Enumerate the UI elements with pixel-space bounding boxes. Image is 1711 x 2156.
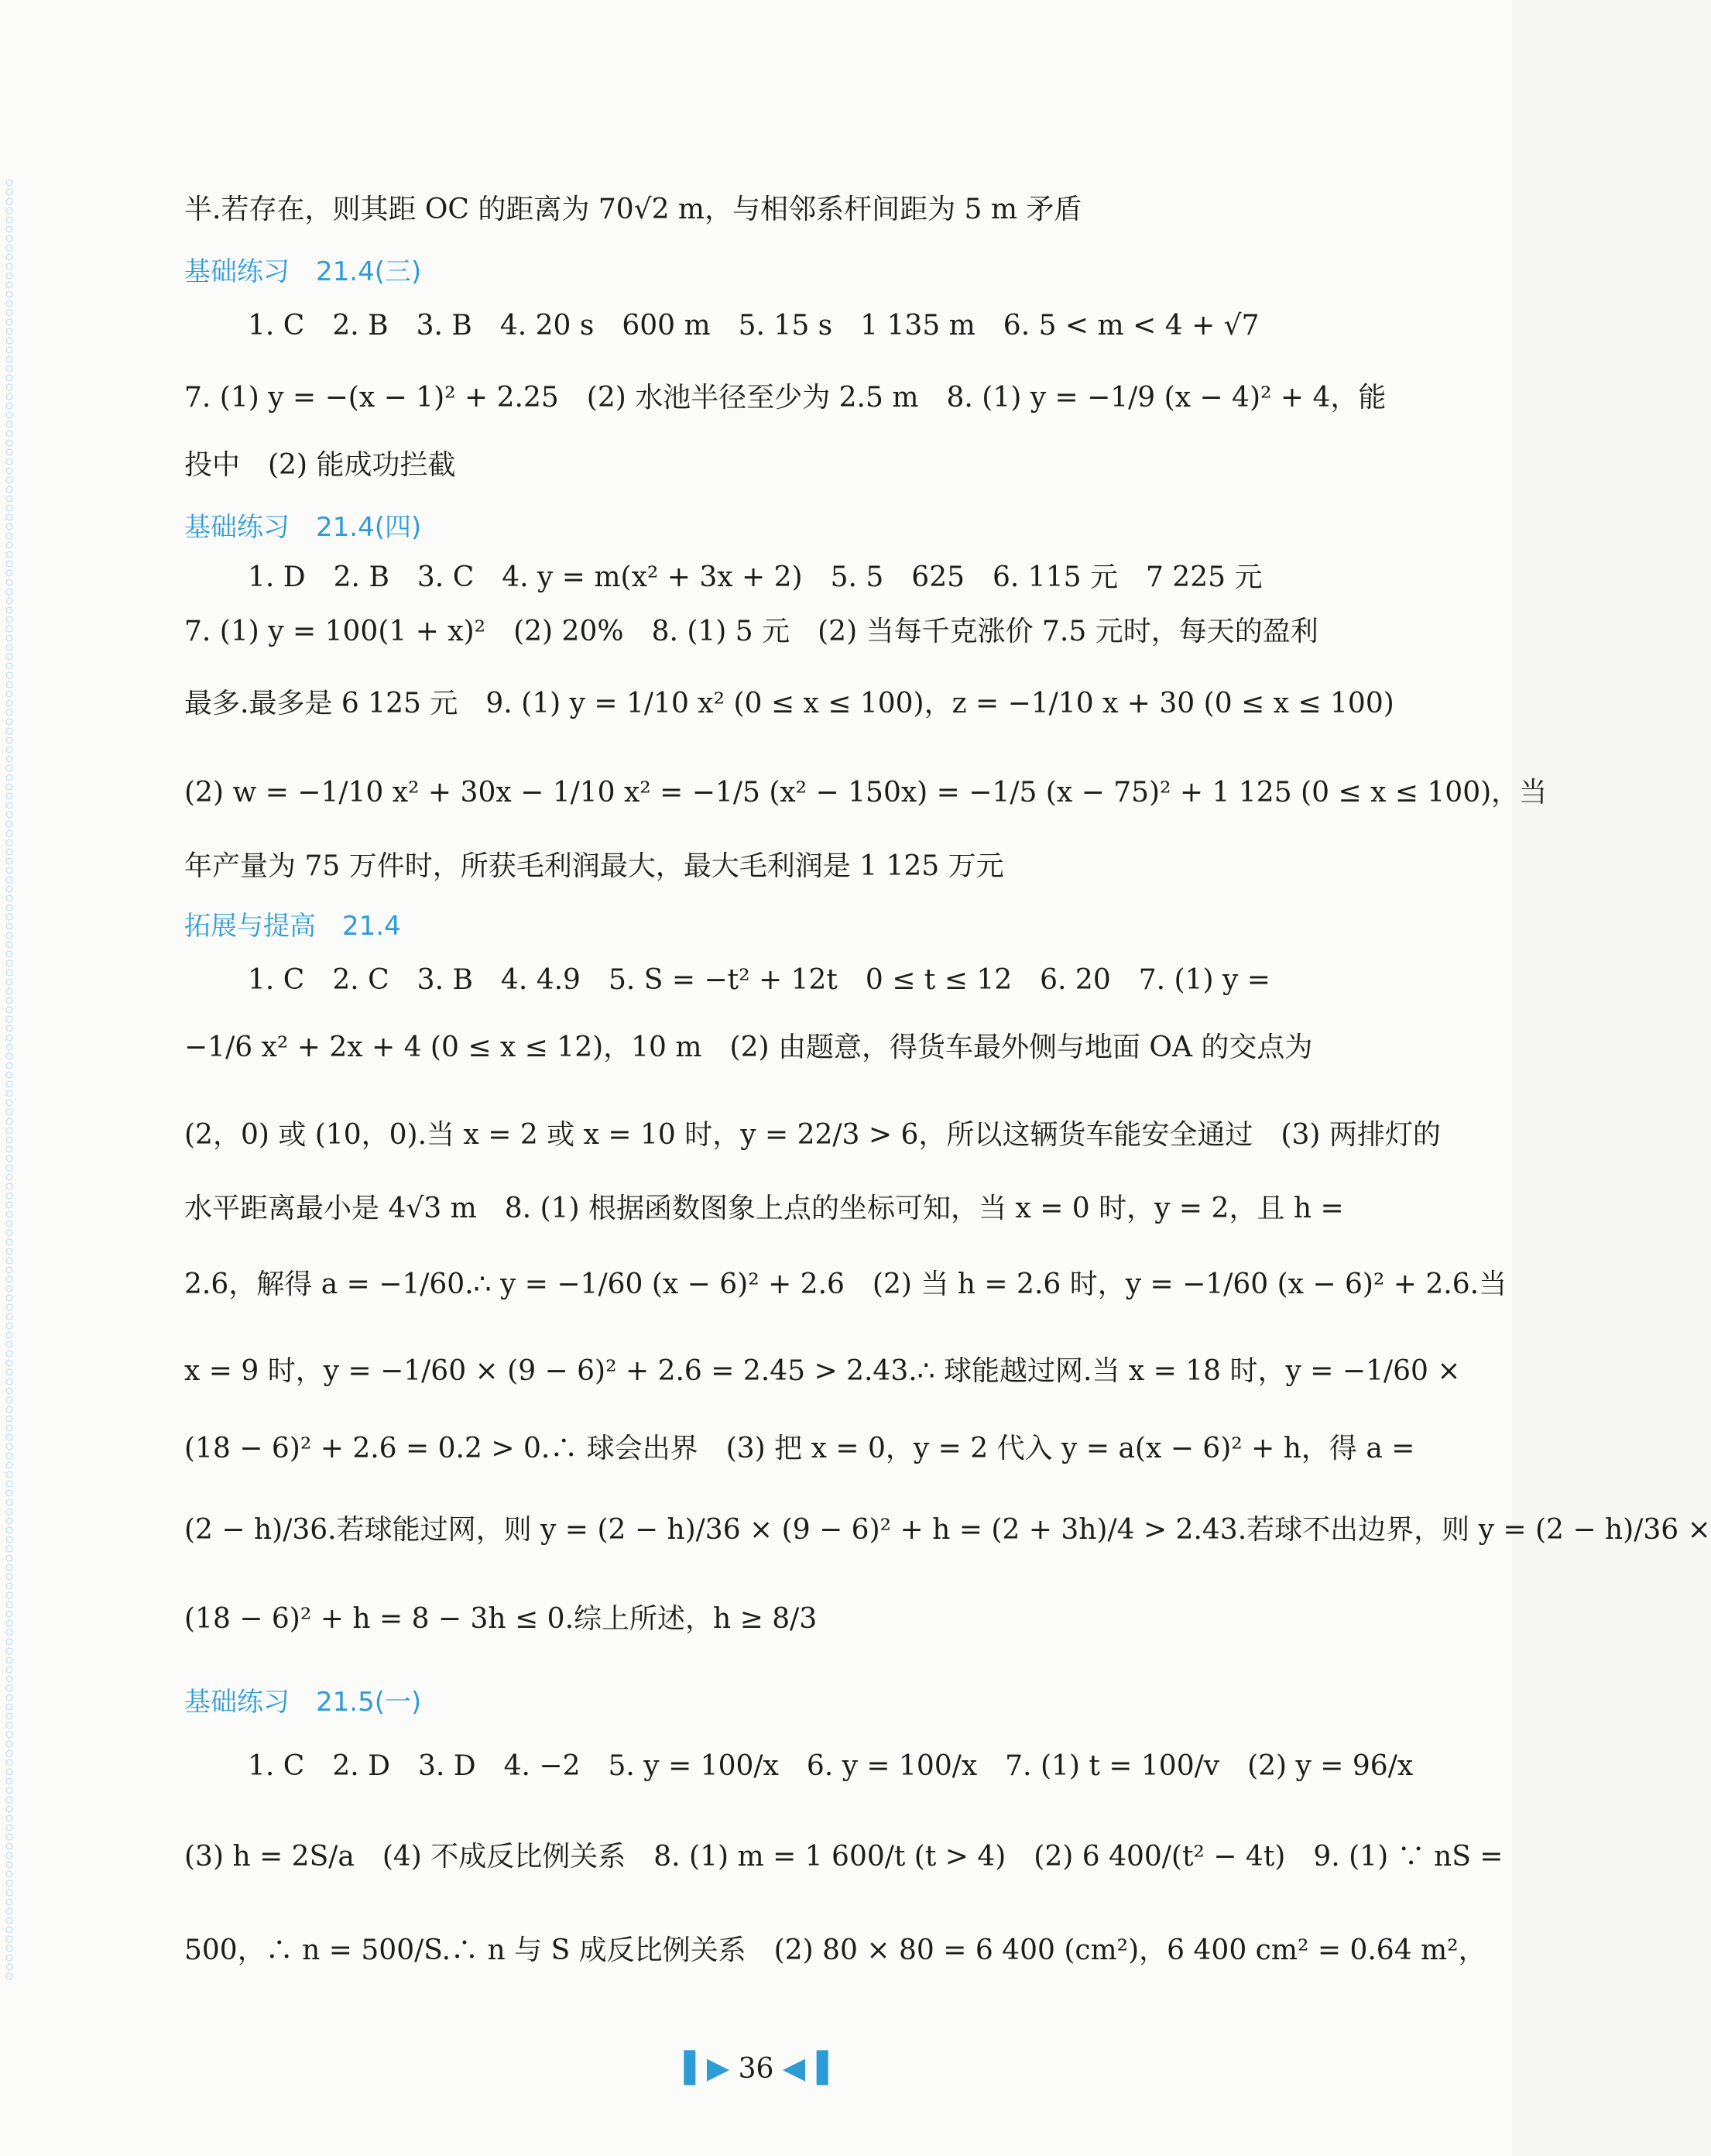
text-line: −1/6 x² + 2x + 4 (0 ≤ x ≤ 12)，10 m (2) 由题意，得货车最外侧与地面 OA 的交点为 <box>184 1032 1313 1063</box>
text-line: 最多.最多是 6 125 元 9. (1) y = 1/10 x² (0 ≤ x ≤ 100)，z = −1/10 x + 30 (0 ≤ x ≤ 100) <box>184 688 1394 719</box>
text-line: 水平距离最小是 4√3 m 8. (1) 根据函数图象上点的坐标可知，当 x = 0 时，y = 2，且 h = <box>184 1193 1344 1224</box>
text-line: (18 − 6)² + h = 8 − 3h ≤ 0.综上所述，h ≥ 8/3 <box>184 1603 818 1635</box>
section-heading: 拓展与提高 21.4 <box>184 911 401 942</box>
text-line: 7. (1) y = 100(1 + x)² (2) 20% 8. (1) 5 元 (2) 当每千克涨价 7.5 元时，每天的盈利 <box>184 616 1318 647</box>
text-line: (2) w = −1/10 x² + 30x − 1/10 x² = −1/5 (x² − 150x) = −1/5 (x − 75)² + 1 125 (0 ≤ x ≤ 100)，当 <box>184 777 1548 808</box>
text-line: 半.若存在，则其距 OC 的距离为 70√2 m，与相邻系杆间距为 5 m 矛盾 <box>184 194 1082 225</box>
text-line: 1. C 2. B 3. B 4. 20 s 600 m 5. 15 s 1 135 m 6. 5 < m < 4 + √7 <box>248 310 1260 342</box>
section-heading: 基础练习 21.4(三) <box>184 256 422 287</box>
page-footer <box>0 2051 1512 2085</box>
text-line: (18 − 6)² + 2.6 = 0.2 > 0.∴ 球会出界 (3) 把 x = 0，y = 2 代入 y = a(x − 6)² + h，得 a = <box>184 1433 1415 1464</box>
text-line: 投中 (2) 能成功拦截 <box>184 449 456 481</box>
page-number: 36 <box>738 2053 774 2085</box>
right-arrow-icon: ▌▶ <box>684 2051 730 2085</box>
text-line: 1. D 2. B 3. C 4. y = m(x² + 3x + 2) 5. 5 625 6. 115 元 7 225 元 <box>248 561 1263 593</box>
section-heading: 基础练习 21.5(一) <box>184 1687 422 1718</box>
text-line: (2，0) 或 (10，0).当 x = 2 或 x = 10 时，y = 22/3 > 6，所以这辆货车能安全通过 (3) 两排灯的 <box>184 1119 1441 1151</box>
left-arrow-icon: ◀▐ <box>782 2051 828 2085</box>
text-line: 年产量为 75 万件时，所获毛利润最大，最大毛利润是 1 125 万元 <box>184 850 1004 882</box>
text-line: 1. C 2. C 3. B 4. 4.9 5. S = −t² + 12t 0 ≤ t ≤ 12 6. 20 7. (1) y = <box>248 964 1270 996</box>
binding-dots <box>5 178 14 1983</box>
text-line: 7. (1) y = −(x − 1)² + 2.25 (2) 水池半径至少为 2.5 m 8. (1) y = −1/9 (x − 4)² + 4，能 <box>184 382 1387 414</box>
text-line: (3) h = 2S/a (4) 不成反比例关系 8. (1) m = 1 600/t (t > 4) (2) 6 400/(t² − 4t) 9. (1) ∵ nS = <box>184 1841 1504 1873</box>
text-line: (2 − h)/36.若球能过网，则 y = (2 − h)/36 × (9 − 6)² + h = (2 + 3h)/4 > 2.43.若球不出边界，则 y = (2 − h)/36 × <box>184 1514 1711 1546</box>
section-heading: 基础练习 21.4(四) <box>184 512 422 543</box>
text-line: x = 9 时，y = −1/60 × (9 − 6)² + 2.6 = 2.45 > 2.43.∴ 球能越过网.当 x = 18 时，y = −1/60 × <box>184 1355 1461 1387</box>
text-line: 1. C 2. D 3. D 4. −2 5. y = 100/x 6. y = 100/x 7. (1) t = 100/v (2) y = 96/x <box>248 1750 1414 1782</box>
text-line: 500，∴ n = 500/S.∴ n 与 S 成反比例关系 (2) 80 × 80 = 6 400 (cm²)，6 400 cm² = 0.64 m²， <box>184 1935 1486 1966</box>
text-line: 2.6，解得 a = −1/60.∴ y = −1/60 (x − 6)² + 2.6 (2) 当 h = 2.6 时，y = −1/60 (x − 6)² + 2.6.当 <box>184 1269 1507 1300</box>
